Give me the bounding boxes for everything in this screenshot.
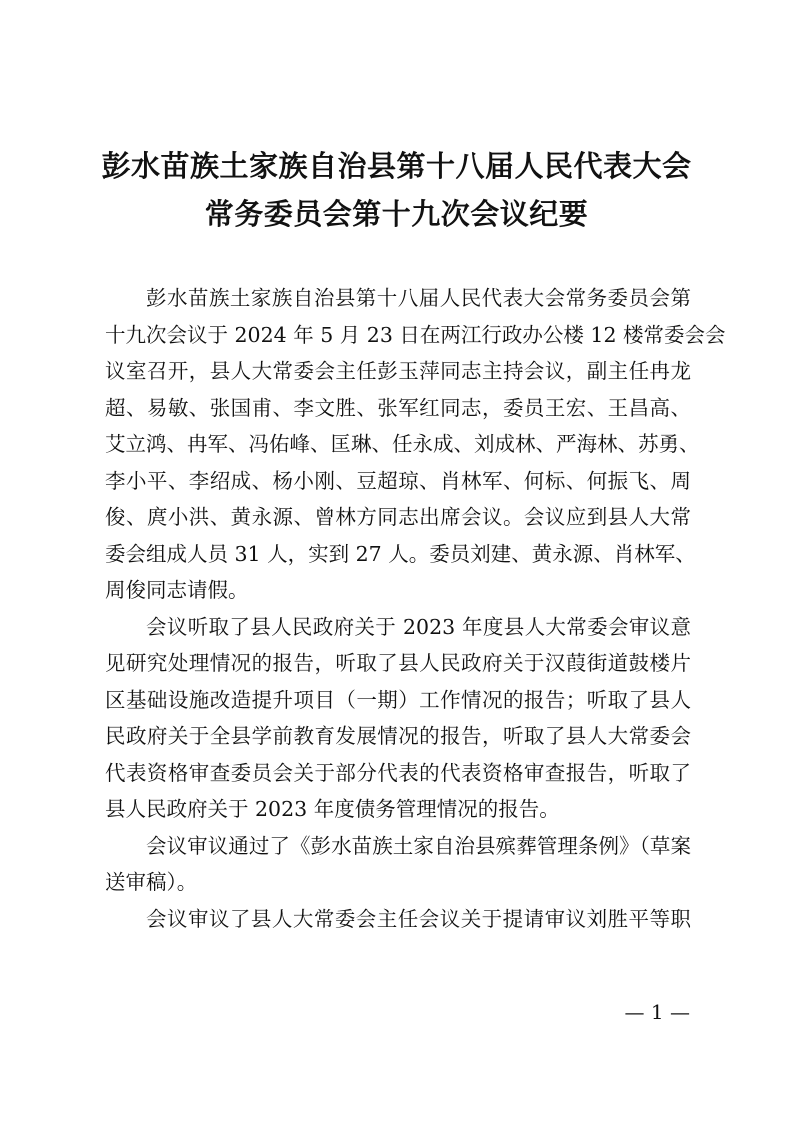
paragraph-line: 议室召开，县人大常委会主任彭玉萍同志主持会议，副主任冉龙: [105, 359, 691, 383]
paragraph-reports: [105, 609, 691, 828]
paragraph-line: 会议听取了县人民政府关于 2023 年度县人大常委会审议意: [146, 614, 691, 639]
paragraph-line: 会议审议通过了《彭水苗族土家自治县殡葬管理条例》（草案: [146, 833, 691, 858]
paragraph-line: 委会组成人员 31 人，实到 27 人。委员刘建、黄永源、肖林军、: [105, 541, 696, 566]
paragraph-line: 送审稿）。: [105, 870, 198, 894]
paragraph-line: 艾立鸿、冉军、冯佑峰、匡琳、任永成、刘成林、严海林、苏勇、: [105, 432, 700, 456]
title-line-1: 彭水苗族土家族自治县第十八届人民代表大会: [101, 149, 692, 183]
paragraph-attendance: [105, 280, 726, 609]
document-title: [0, 142, 793, 238]
paragraph-line: 俊、庹小洪、黄永源、曾林方同志出席会议。会议应到县人大常: [105, 505, 691, 529]
paragraph-line: 超、易敏、张国甫、李文胜、张军红同志，委员王宏、王昌高、: [105, 395, 691, 420]
paragraph-line: 彭水苗族土家族自治县第十八届人民代表大会常务委员会第: [146, 286, 691, 310]
paragraph-line: 县人民政府关于 2023 年度债务管理情况的报告。: [105, 797, 560, 821]
document-body: [105, 280, 726, 937]
paragraph-line: 民政府关于全县学前教育发展情况的报告，听取了县人大常委会: [105, 724, 691, 748]
paragraph-line: 会议审议了县人大常委会主任会议关于提请审议刘胜平等职: [146, 906, 691, 931]
paragraph-line: 十九次会议于 2024 年 5 月 23 日在两江行政办公楼 12 楼常委会会: [105, 322, 726, 347]
paragraph-appointments: [105, 901, 691, 938]
page-number: — 1 —: [624, 1000, 690, 1024]
paragraph-line: 见研究处理情况的报告，听取了县人民政府关于汉葭街道鼓楼片: [105, 651, 691, 675]
paragraph-line: 区基础设施改造提升项目（一期）工作情况的报告；听取了县人: [105, 687, 691, 712]
title-line-2: 常务委员会第十九次会议纪要: [204, 197, 589, 231]
paragraph-line: 代表资格审查委员会关于部分代表的代表资格审查报告，听取了: [105, 760, 691, 785]
paragraph-regulation: [105, 828, 691, 901]
paragraph-line: 周俊同志请假。: [105, 578, 249, 602]
paragraph-line: 李小平、李绍成、杨小刚、豆超琼、肖林军、何标、何振飞、周: [105, 468, 691, 493]
